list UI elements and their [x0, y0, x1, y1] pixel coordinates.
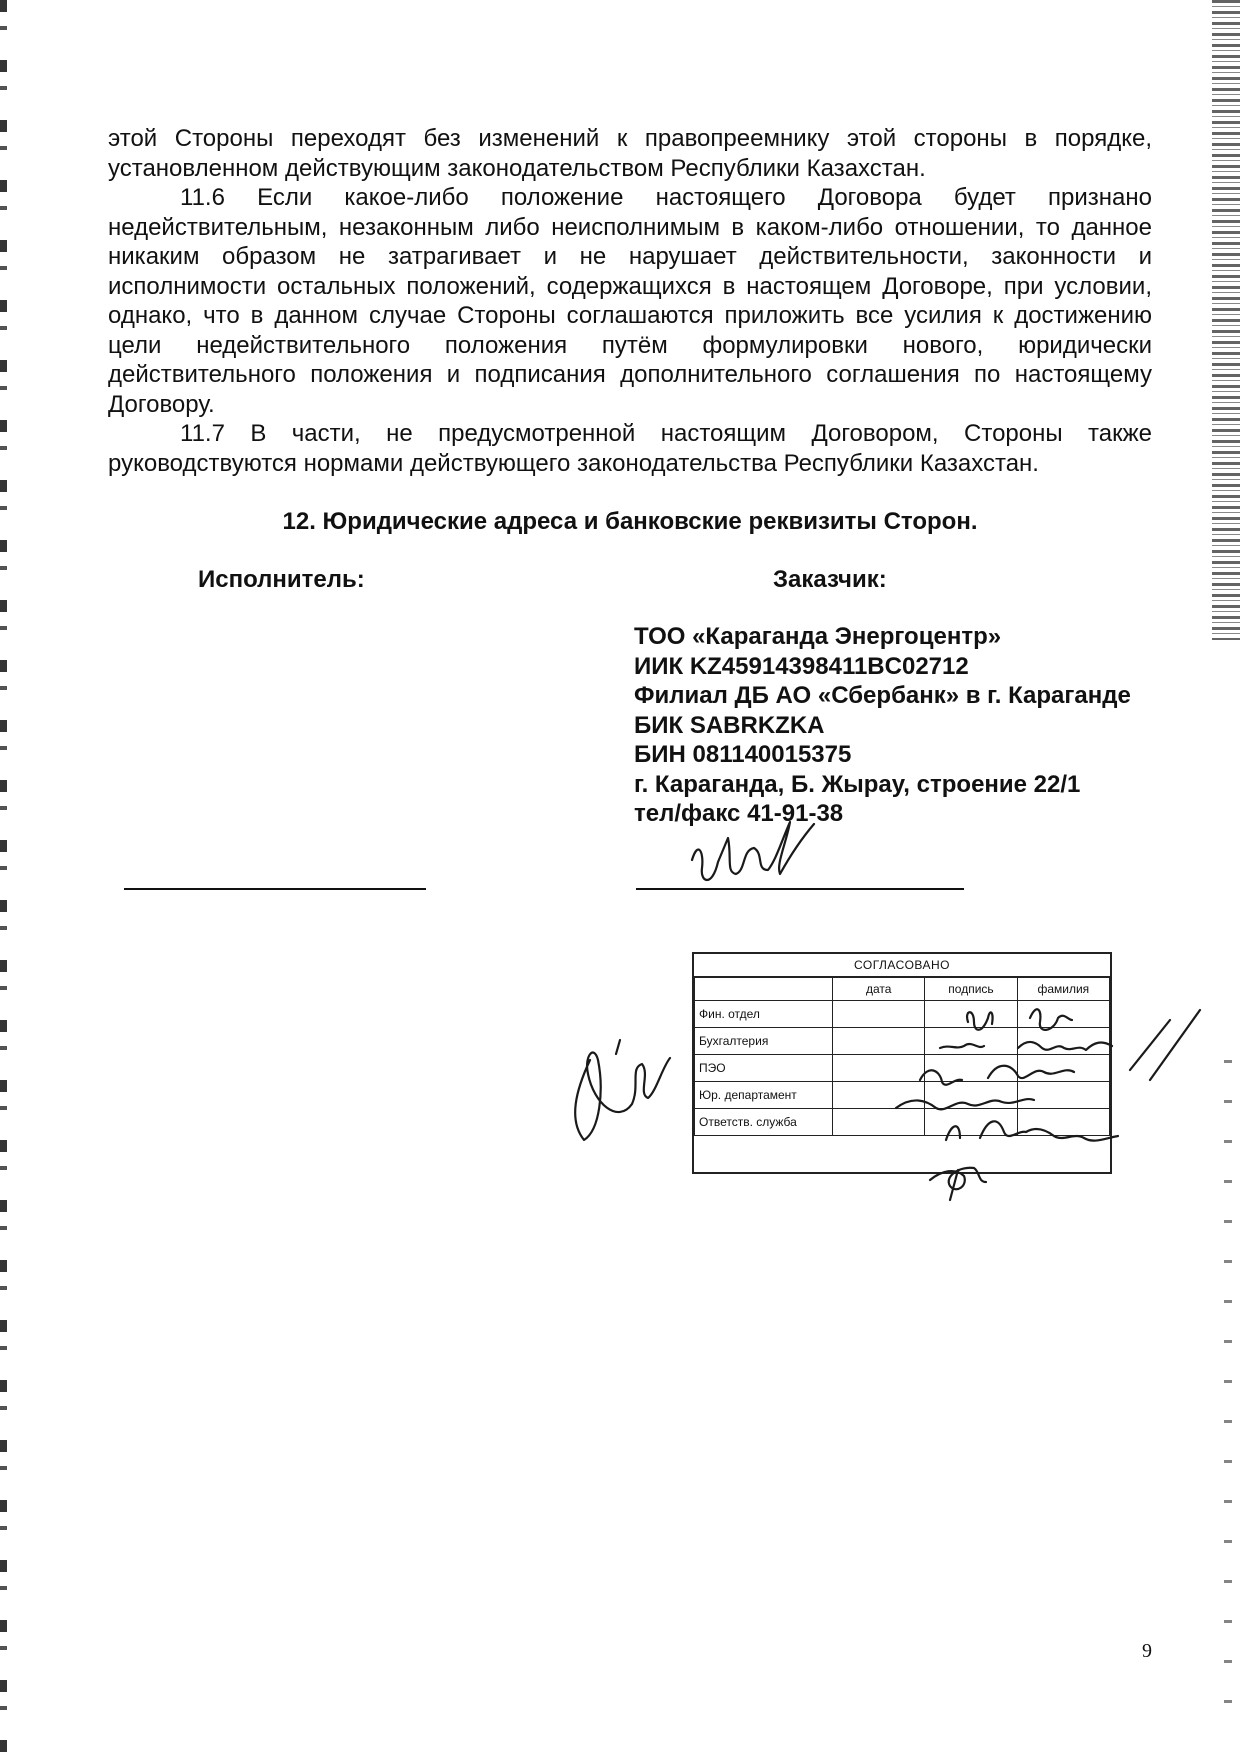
approval-row-department: Ответств. служба — [695, 1109, 833, 1136]
section-title: 12. Юридические адреса и банковские реквизиты Сторон. — [282, 508, 978, 535]
scan-artifact-right — [1212, 0, 1240, 640]
approval-header-date: дата — [833, 978, 925, 1001]
customer-signature-line — [636, 888, 964, 890]
approval-row — [695, 1109, 1110, 1136]
contract-body — [108, 124, 1152, 478]
approval-row — [695, 1082, 1110, 1109]
approval-row-department: Фин. отдел — [695, 1001, 833, 1028]
customer-address: г. Караганда, Б. Жырау, строение 22/1 — [634, 770, 1081, 798]
customer-iik: ИИК KZ45914398411BC02712 — [634, 652, 969, 680]
approval-row-department: Бухгалтерия — [695, 1028, 833, 1055]
customer-bik: БИК SABRKZKA — [634, 711, 825, 739]
customer-bin: БИН 081140015375 — [634, 741, 852, 768]
customer-label: Заказчик: — [773, 566, 887, 593]
scan-artifact-right-lower — [1224, 1060, 1232, 1720]
approval-row-department: ПЭО — [695, 1055, 833, 1082]
customer-phone-fax: тел/факс 41-91-38 — [634, 800, 844, 827]
approval-header-department — [695, 978, 833, 1001]
executor-label: Исполнитель: — [198, 566, 365, 593]
customer-signature — [692, 822, 814, 880]
approval-table — [694, 977, 1110, 1136]
customer-details — [634, 622, 1194, 829]
approval-header-row — [695, 978, 1110, 1001]
approval-row — [695, 1001, 1110, 1028]
page-number: 9 — [1142, 1640, 1152, 1662]
customer-bank: Филиал ДБ АО «Сбербанк» в г. Караганде — [634, 682, 1131, 709]
paragraph-11-6: 11.6 Если какое-либо положение настоящего Договора будет признано недействительным, незаконным либо неисполнимым в каком-либо отношении, то данное никаким образом не затрагивает и не нарушает действительности, законности и исполнимости остальных положений, содержащихся в настоящем Договоре, при условии, однако, что в данном случае Стороны соглашаются приложить все усилия к достижению цели недействительного положения путём формулировки нового, юридически действительного положения и подписания дополнительного соглашения по настоящему Договору. — [108, 184, 1152, 418]
left-margin-signature — [575, 1040, 670, 1140]
scan-artifact-left — [0, 0, 7, 1754]
paragraph-continuation: этой Стороны переходят без изменений к правопреемнику этой стороны в порядке, установленном действующим законодательством Республики Казахстан. — [108, 125, 1152, 182]
approval-row — [695, 1055, 1110, 1082]
approval-stamp-title: СОГЛАСОВАНО — [694, 954, 1110, 977]
approval-stamp — [692, 952, 1112, 1174]
approval-header-signature: подпись — [925, 978, 1017, 1001]
customer-company-name: ТОО «Караганда Энергоцентр» — [634, 623, 1002, 650]
stamp-diagonal-stroke — [1130, 1010, 1200, 1080]
approval-row — [695, 1028, 1110, 1055]
approval-row-department: Юр. департамент — [695, 1082, 833, 1109]
approval-header-surname: фамилия — [1017, 978, 1109, 1001]
paragraph-11-7: 11.7 В части, не предусмотренной настоящим Договором, Стороны также руководствуются нормами действующего законодательства Республики Казахстан. — [108, 420, 1152, 477]
executor-signature-line — [124, 888, 426, 890]
